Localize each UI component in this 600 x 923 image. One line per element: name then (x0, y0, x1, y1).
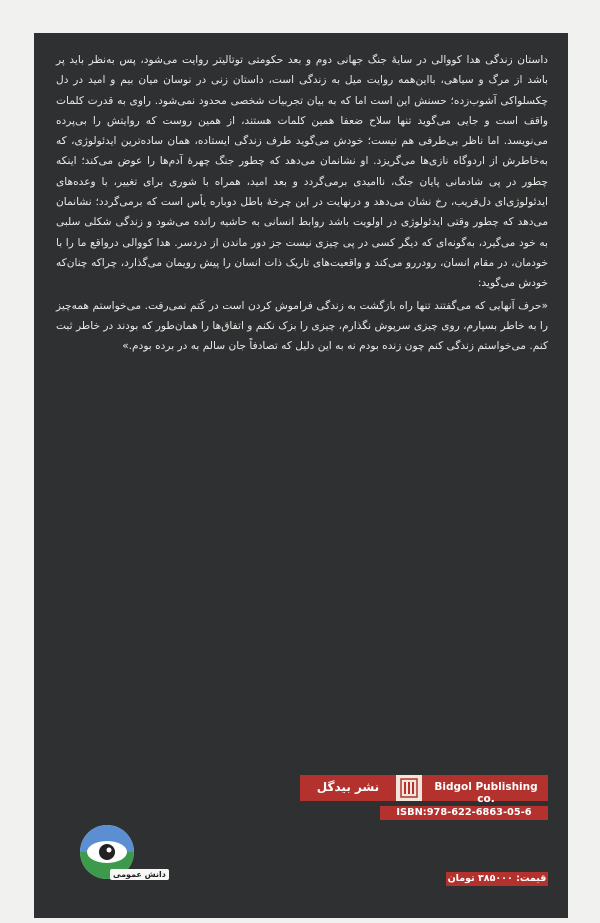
blurb-quote: «حرف آنهایی که می‌گفتند تنها راه بازگشت به زندگی فراموش کردن است در کَتم نمی‌رفت. می‌خواستم همه‌چیز را به خاطر بسپارم، روی چیزی سرپوش نگذارم، چیزی را بزک نکنم و اتفاق‌ها را همان‌طور که بودند در خاطر ثبت کنم. می‌خواستم زندگی کنم چون زنده بودم نه به این دلیل که تصادفاً جان سالم به در برده بودم.» (56, 299, 548, 353)
publisher-name-en: Bidgol Publishing co. (434, 781, 538, 805)
publisher-logo (300, 775, 548, 805)
blurb-paragraph: داستان زندگی هدا کووالی در سایهٔ جنگ جهانی دوم و بعد حکومتی توتالیتر روایت می‌شود، پس به‌نظر باید پر باشد از مرگ و سیاهی، بااین‌همه روایت میل به زندگی است، داستان زنی در نوسان میان بیم و امید در دل چکسلواکی آشوب‌زده؛ حسنش این است اما که به بیان تجربیات شخصی محدود نمی‌شود. راوی به قدرت کلمات واقف است و جایی می‌گوید تنها سلاح ضعفا همین کلمات هستند، از همین روست که روایتش را بی‌پرده می‌نویسد. اما ناظر بی‌طرفی هم نیست؛ خودش می‌گوید طرف زندگی ایستاده، همان ساده‌ترین ایدئولوژی، که به‌خاطرش از اردوگاه نازی‌ها می‌گریزد. او نشانمان می‌دهد که چطور جنگ چهرهٔ آدم‌ها را عوض می‌کند؛ اینکه چطور در پی شادمانی پایان جنگ، ناامیدی برمی‌گردد و بعد امید، همراه با شوری برای تغییر، با وعده‌های ایدئولوژی‌ای دل‌فریب، رخ نشان می‌دهد و درنهایت در این چرخهٔ باطل دوباره یأس است که برمی‌گردد؛ نشانمان می‌دهد که چطور وقتی ایدئولوژی در اولویت باشد روابط انسانی به حاشیه رانده می‌شود و زندگی شکلی سلبی به خود می‌گیرد، به‌گونه‌ای که دیگر کسی در پی چیزی نیست جز دور ماندن از دردسر. هدا کووالی درواقع ما را با خودمان، در مقام انسان، رودررو می‌کند و واقعیت‌های تاریک ذات انسان را پیش رویمان می‌گذارد، چراکه چنان‌که خودش می‌گوید: (56, 54, 548, 290)
price-label: قیمت: ۳۸۵۰۰۰ تومان (447, 873, 547, 884)
publisher-emblem-icon (396, 775, 422, 801)
isbn-label: ISBN:978-622-6863-05-6 (380, 806, 548, 820)
blurb-text (56, 50, 548, 356)
publisher-name-fa: نشر بیدگل (316, 780, 380, 794)
series-label: دانش عمومی (110, 869, 169, 880)
barcode-area (380, 821, 548, 871)
